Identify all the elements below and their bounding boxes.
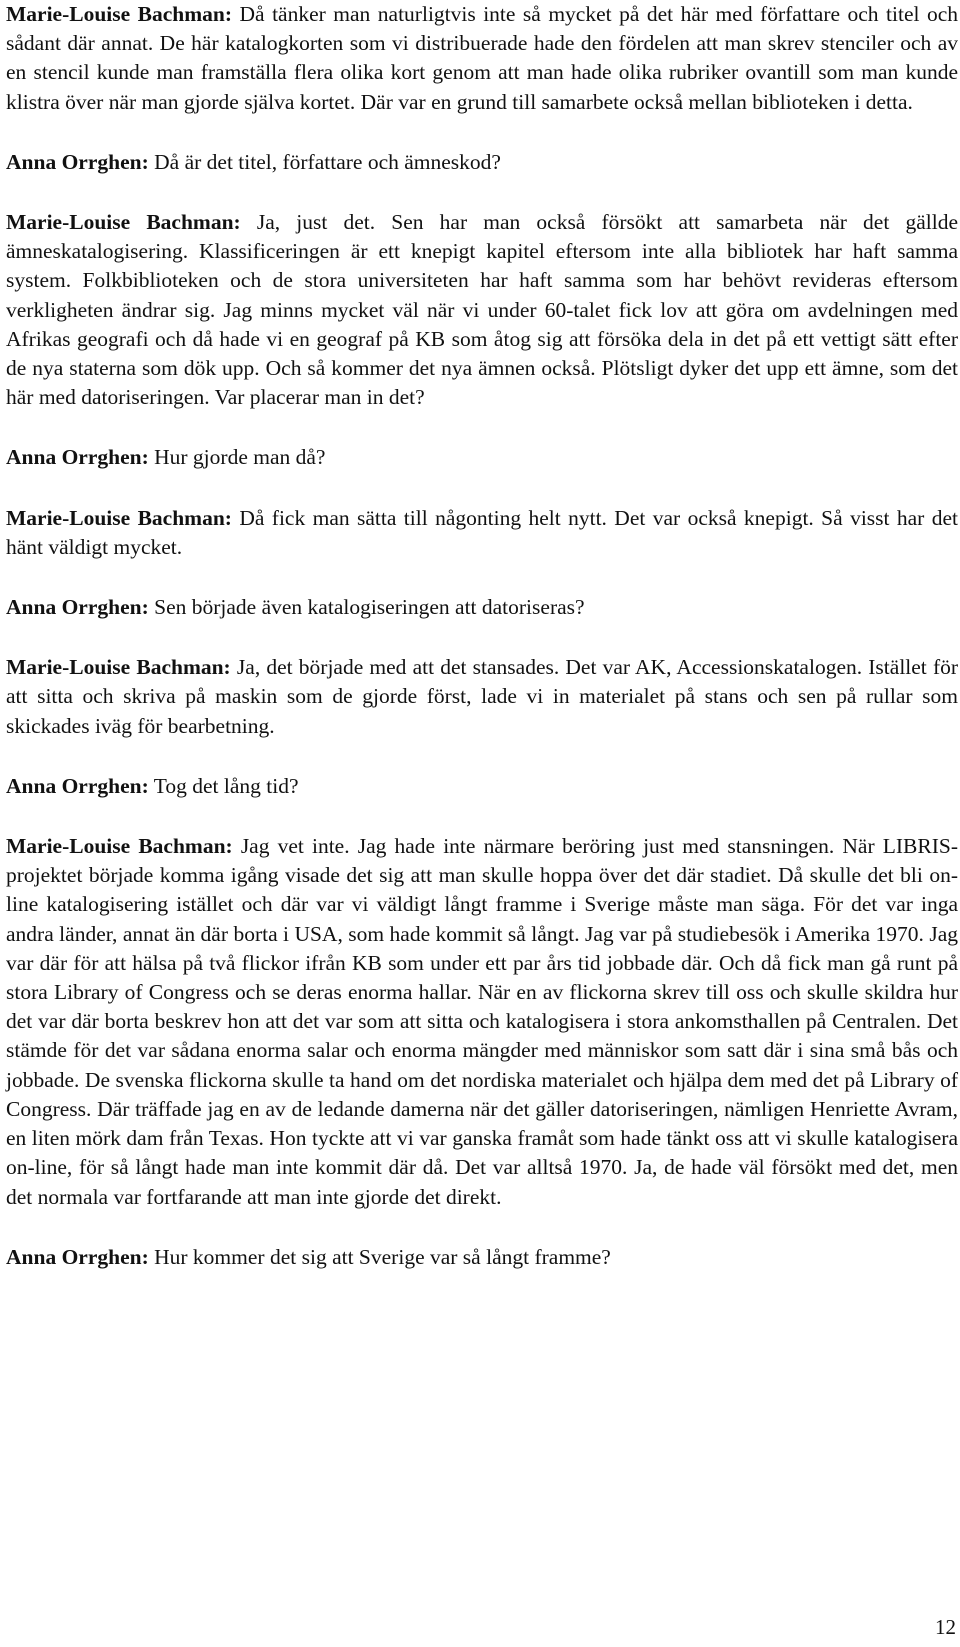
speaker-name: Anna Orrghen:	[6, 1244, 149, 1269]
turn-text: Hur gjorde man då?	[154, 445, 326, 470]
speaker-name: Marie-Louise Bachman:	[6, 655, 231, 680]
turn-text: Då fick man sätta till någonting helt nytt. Det var också knepigt. Så visst har det hänt väldigt mycket.	[6, 505, 958, 559]
transcript-turn	[6, 593, 958, 622]
speaker-name: Marie-Louise Bachman:	[6, 505, 232, 530]
turn-text: Jag vet inte. Jag hade inte närmare beröring just med stansningen. När LIBRIS-projektet började komma igång visade det sig att man skulle hoppa över det där stadiet. Då skulle det bli on-line katalogisering istället och där var vi väldigt långt framme i Sverige måste man säga. För det var inga andra länder, annat än där borta i USA, som hade kommit så långt. Jag var på studiebesök i Amerika 1970. Jag var där för att hälsa på två flickor ifrån KB som under ett par års tid jobbade där. Och då fick man gå runt på stora Library of Congress och se deras enorma hallar. När en av flickorna skrev till oss och skulle skildra hur det var där borta beskrev hon att det var som att sitta och katalogisera i stora ankomsthallen på Centralen. Det stämde för det var sådana enorma salar och enorma mängder med människor som satt där i sina små bås och jobbade. De svenska flickorna skulle ta hand om det nordiska materialet och hjälpa dem med det på Library of Congress. Där träffade jag en av de ledande damerna när det gäller datoriseringen, nämligen Henriette Avram, en liten mörk dam från Texas. Hon tyckte att vi var ganska framåt som hade tänkt oss att vi skulle katalogisera on-line, för så långt hade man inte kommit där då. Det var alltså 1970. Ja, de hade väl försökt med det, men det normala var fortfarande att man inte gjorde det direkt.	[6, 834, 959, 1209]
speaker-name: Marie-Louise Bachman:	[6, 834, 233, 859]
transcript-turn	[6, 148, 958, 177]
turn-text: Hur kommer det sig att Sverige var så långt framme?	[154, 1244, 611, 1269]
transcript-turn	[6, 1243, 958, 1272]
speaker-name: Anna Orrghen:	[6, 445, 149, 470]
speaker-name: Marie-Louise Bachman:	[6, 2, 233, 26]
turn-text: Ja, det började med att det stansades. Det var AK, Accessionskatalogen. Istället för att sitta och skriva på maskin som de gjorde först, lade vi in materialet på stans och sen på rullar som skickades iväg för bearbetning.	[6, 655, 959, 738]
turn-text: Tog det lång tid?	[153, 773, 299, 798]
speaker-name: Anna Orrghen:	[6, 595, 149, 620]
transcript-turn	[6, 0, 958, 117]
turn-text: Då tänker man naturligtvis inte så mycket på det här med författare och titel och sådant där annat. De här katalogkorten som vi distribuerade hade den fördelen att man skrev stenciler och av en stencil kunde man framställa flera olika kort genom att man hade olika rubriker ovantill som man kunde klistra över när man gjorde själva kortet. Där var en grund till samarbete också mellan biblioteken i detta.	[6, 2, 958, 114]
transcript-turn	[6, 504, 958, 562]
speaker-name: Marie-Louise Bachman:	[6, 210, 241, 235]
transcript-turn	[6, 772, 958, 801]
turn-text: Ja, just det. Sen har man också försökt att samarbeta när det gällde ämneskatalogisering. Klassificeringen är ett knepigt kapitel eftersom inte alla bibliotek har haft samma system. Folkbiblioteken och de stora universiteten har haft samma som har behövt revideras eftersom verkligheten ändrar sig. Jag minns mycket väl när vi under 60-talet fick lov att göra om avdelningen med Afrikas geografi och då hade vi en geograf på KB som åtog sig att försöka dela in det på ett vettigt sätt efter de nya staterna som dök upp. Och så kommer det nya ämnen också. Plötsligt dyker det upp ett ämne, som det här med datoriseringen. Var placerar man in det?	[6, 210, 958, 410]
document-page	[6, 0, 958, 1303]
transcript-turn	[6, 208, 958, 412]
transcript-turn	[6, 443, 958, 472]
speaker-name: Anna Orrghen:	[6, 773, 149, 798]
page-number: 12	[935, 1615, 956, 1639]
speaker-name: Anna Orrghen:	[6, 149, 149, 174]
transcript-turn	[6, 653, 958, 741]
turn-text: Då är det titel, författare och ämneskod?	[154, 149, 501, 174]
turn-text: Sen började även katalogiseringen att datoriseras?	[154, 595, 585, 620]
transcript-turn	[6, 832, 958, 1212]
